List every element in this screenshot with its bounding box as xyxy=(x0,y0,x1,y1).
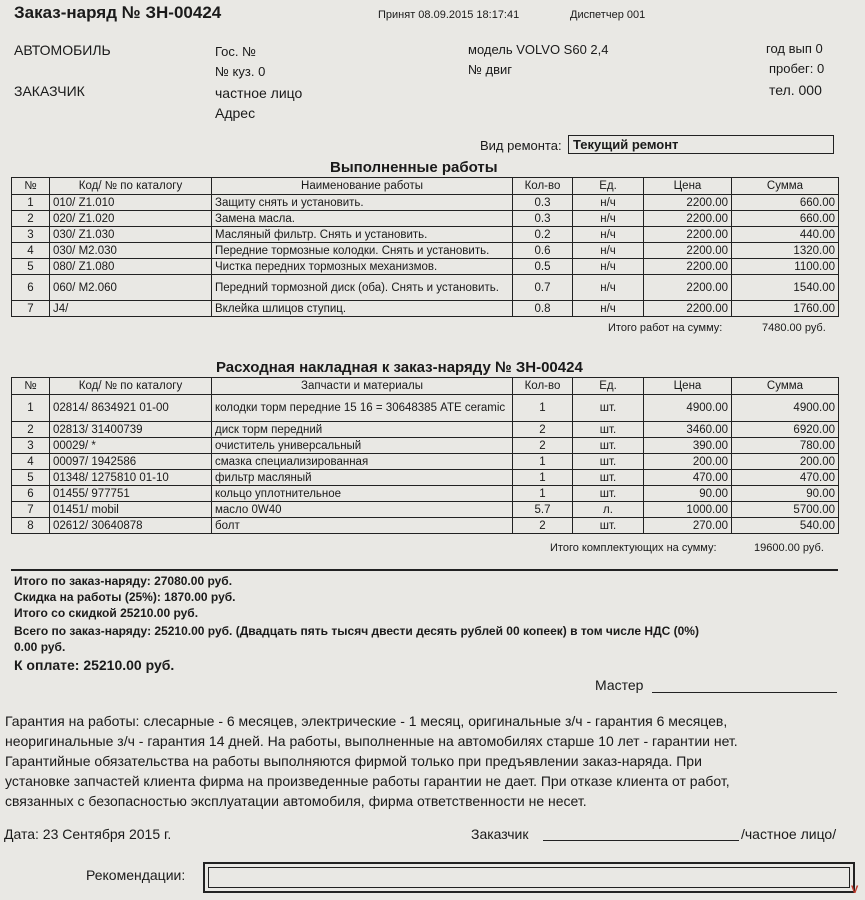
parts-cell-num: 6 xyxy=(12,486,50,502)
works-cell-qty: 0.8 xyxy=(513,301,573,317)
works-cell-code: 020/ Z1.020 xyxy=(50,211,212,227)
parts-cell-qty: 1 xyxy=(513,454,573,470)
works-cell-code: 060/ M2.060 xyxy=(50,275,212,301)
works-cell-sum: 1540.00 xyxy=(732,275,839,301)
works-cell-price: 2200.00 xyxy=(644,301,732,317)
parts-cell-num: 4 xyxy=(12,454,50,470)
parts-row xyxy=(12,470,839,486)
works-cell-code: 080/ Z1.080 xyxy=(50,259,212,275)
parts-cell-price: 3460.00 xyxy=(644,422,732,438)
parts-cell-name: диск торм передний xyxy=(212,422,513,438)
parts-cell-num: 5 xyxy=(12,470,50,486)
parts-cell-qty: 2 xyxy=(513,422,573,438)
parts-cell-sum: 6920.00 xyxy=(732,422,839,438)
parts-cell-name: масло 0W40 xyxy=(212,502,513,518)
parts-header-price: Цена xyxy=(644,378,732,395)
parts-row xyxy=(12,438,839,454)
summary-discount: Скидка на работы (25%): 1870.00 руб. xyxy=(14,590,236,604)
parts-header-num: № xyxy=(12,378,50,395)
parts-cell-num: 2 xyxy=(12,422,50,438)
works-cell-unit: н/ч xyxy=(573,243,644,259)
works-cell-code: 010/ Z1.010 xyxy=(50,195,212,211)
address-label: Адрес xyxy=(215,105,256,121)
parts-total-label: Итого комплектующих на сумму: xyxy=(550,542,717,554)
works-cell-sum: 660.00 xyxy=(732,195,839,211)
works-cell-qty: 0.3 xyxy=(513,195,573,211)
parts-cell-code: 01348/ 1275810 01-10 xyxy=(50,470,212,486)
parts-cell-qty: 5.7 xyxy=(513,502,573,518)
works-cell-price: 2200.00 xyxy=(644,259,732,275)
works-cell-num: 1 xyxy=(12,195,50,211)
parts-cell-name: колодки торм передние 15 16 = 30648385 ATE ceramic xyxy=(212,395,513,422)
works-table xyxy=(11,177,839,317)
to-pay: К оплате: 25210.00 руб. xyxy=(14,657,175,673)
parts-row xyxy=(12,395,839,422)
works-cell-name: Защиту снять и установить. xyxy=(212,195,513,211)
works-cell-qty: 0.7 xyxy=(513,275,573,301)
works-header-unit: Ед. xyxy=(573,178,644,195)
parts-cell-unit: шт. xyxy=(573,470,644,486)
works-cell-name: Передние тормозные колодки. Снять и установить. xyxy=(212,243,513,259)
parts-cell-num: 3 xyxy=(12,438,50,454)
works-cell-qty: 0.2 xyxy=(513,227,573,243)
works-cell-sum: 660.00 xyxy=(732,211,839,227)
parts-row xyxy=(12,486,839,502)
works-cell-price: 2200.00 xyxy=(644,195,732,211)
document-date: Дата: 23 Сентября 2015 г. xyxy=(4,826,172,842)
parts-total-value: 19600.00 руб. xyxy=(754,542,824,554)
parts-table xyxy=(11,377,839,534)
works-cell-qty: 0.5 xyxy=(513,259,573,275)
parts-cell-name: смазка специализированная xyxy=(212,454,513,470)
parts-cell-sum: 470.00 xyxy=(732,470,839,486)
parts-cell-price: 200.00 xyxy=(644,454,732,470)
parts-title: Расходная накладная к заказ-наряду № ЗН-00424 xyxy=(216,359,583,376)
parts-cell-unit: шт. xyxy=(573,454,644,470)
parts-cell-unit: шт. xyxy=(573,486,644,502)
works-cell-price: 2200.00 xyxy=(644,243,732,259)
works-cell-qty: 0.3 xyxy=(513,211,573,227)
parts-cell-num: 7 xyxy=(12,502,50,518)
year-of-manufacture: год вып 0 xyxy=(766,41,823,56)
works-cell-code: J4/ xyxy=(50,301,212,317)
car-model: модель VOLVO S60 2,4 xyxy=(468,42,609,57)
works-cell-code: 030/ Z1.030 xyxy=(50,227,212,243)
parts-cell-unit: шт. xyxy=(573,395,644,422)
works-cell-sum: 1320.00 xyxy=(732,243,839,259)
works-row xyxy=(12,243,839,259)
parts-cell-price: 1000.00 xyxy=(644,502,732,518)
mileage: пробег: 0 xyxy=(769,61,825,76)
customer-signature-line xyxy=(543,840,739,841)
summary-after-discount: Итого со скидкой 25210.00 руб. xyxy=(14,606,199,620)
footer-customer-suffix: /частное лицо/ xyxy=(741,826,837,842)
parts-cell-price: 390.00 xyxy=(644,438,732,454)
works-cell-num: 6 xyxy=(12,275,50,301)
works-total-value: 7480.00 руб. xyxy=(762,322,826,334)
parts-cell-code: 00097/ 1942586 xyxy=(50,454,212,470)
parts-row xyxy=(12,518,839,534)
works-cell-name: Вклейка шлицов ступиц. xyxy=(212,301,513,317)
recommendations-inner-box xyxy=(208,867,850,888)
works-row xyxy=(12,259,839,275)
parts-row xyxy=(12,454,839,470)
warranty-line: связанных с безопасностью эксплуатации автомобиля, фирма ответственности не несет. xyxy=(5,793,587,809)
works-header-qty: Кол-во xyxy=(513,178,573,195)
repair-type-value: Текущий ремонт xyxy=(573,137,679,152)
parts-cell-code: 00029/ * xyxy=(50,438,212,454)
works-cell-sum: 1760.00 xyxy=(732,301,839,317)
parts-cell-qty: 2 xyxy=(513,438,573,454)
works-cell-unit: н/ч xyxy=(573,211,644,227)
parts-cell-name: кольцо уплотнительное xyxy=(212,486,513,502)
parts-cell-code: 01455/ 977751 xyxy=(50,486,212,502)
parts-cell-price: 270.00 xyxy=(644,518,732,534)
customer-label: ЗАКАЗЧИК xyxy=(14,83,85,99)
parts-cell-qty: 1 xyxy=(513,395,573,422)
parts-cell-qty: 1 xyxy=(513,486,573,502)
footer-customer-label: Заказчик xyxy=(471,826,529,842)
warranty-line: Гарантийные обязательства на работы выполняются фирмой только при предъявлении заказ-наряда. При xyxy=(5,753,702,769)
parts-cell-sum: 4900.00 xyxy=(732,395,839,422)
works-cell-sum: 1100.00 xyxy=(732,259,839,275)
warranty-line: неоригинальные з/ч - гарантия 14 дней. На работы, выполненные на автомобилях старше 10 лет - гарантии нет. xyxy=(5,733,738,749)
parts-cell-unit: л. xyxy=(573,502,644,518)
works-total-label: Итого работ на сумму: xyxy=(608,322,723,334)
parts-header-name: Запчасти и материалы xyxy=(212,378,513,395)
parts-cell-price: 4900.00 xyxy=(644,395,732,422)
summary-divider xyxy=(11,569,838,571)
works-row xyxy=(12,275,839,301)
watermark-logo: V xyxy=(851,884,859,896)
parts-cell-unit: шт. xyxy=(573,518,644,534)
phone: тел. 000 xyxy=(769,82,822,98)
parts-cell-qty: 1 xyxy=(513,470,573,486)
parts-cell-code: 02814/ 8634921 01-00 xyxy=(50,395,212,422)
parts-cell-unit: шт. xyxy=(573,422,644,438)
works-cell-name: Замена масла. xyxy=(212,211,513,227)
works-header-num: № xyxy=(12,178,50,195)
works-cell-unit: н/ч xyxy=(573,275,644,301)
works-cell-sum: 440.00 xyxy=(732,227,839,243)
works-cell-name: Передний тормозной диск (оба). Снять и установить. xyxy=(212,275,513,301)
parts-cell-name: болт xyxy=(212,518,513,534)
repair-type-box xyxy=(568,135,834,154)
gos-number-label: Гос. № xyxy=(215,44,257,59)
works-row xyxy=(12,211,839,227)
parts-cell-num: 1 xyxy=(12,395,50,422)
works-row xyxy=(12,227,839,243)
parts-row xyxy=(12,502,839,518)
summary-order-total: Итого по заказ-наряду: 27080.00 руб. xyxy=(14,574,233,588)
works-cell-price: 2200.00 xyxy=(644,211,732,227)
parts-cell-sum: 540.00 xyxy=(732,518,839,534)
parts-cell-code: 02813/ 31400739 xyxy=(50,422,212,438)
works-cell-num: 3 xyxy=(12,227,50,243)
works-header-row xyxy=(12,178,839,195)
summary-vat: 0.00 руб. xyxy=(14,640,66,654)
works-title: Выполненные работы xyxy=(330,159,498,176)
parts-cell-code: 01451/ mobil xyxy=(50,502,212,518)
parts-cell-name: очиститель универсальный xyxy=(212,438,513,454)
parts-header-row xyxy=(12,378,839,395)
parts-cell-code: 02612/ 30640878 xyxy=(50,518,212,534)
parts-cell-name: фильтр масляный xyxy=(212,470,513,486)
recommendations-label: Рекомендации: xyxy=(86,867,186,883)
works-cell-unit: н/ч xyxy=(573,301,644,317)
parts-cell-price: 470.00 xyxy=(644,470,732,486)
works-cell-qty: 0.6 xyxy=(513,243,573,259)
body-number: № куз. 0 xyxy=(215,64,266,79)
parts-cell-sum: 780.00 xyxy=(732,438,839,454)
parts-header-sum: Сумма xyxy=(732,378,839,395)
repair-type-label: Вид ремонта: xyxy=(480,138,562,153)
summary-grand-total: Всего по заказ-наряду: 25210.00 руб. (Двадцать пять тысяч двести десять рублей 00 копеек) в том числе НДС (0%) xyxy=(14,624,699,638)
parts-header-unit: Ед. xyxy=(573,378,644,395)
parts-cell-sum: 5700.00 xyxy=(732,502,839,518)
engine-number: № двиг xyxy=(468,62,513,77)
parts-cell-sum: 90.00 xyxy=(732,486,839,502)
works-cell-num: 5 xyxy=(12,259,50,275)
works-header-code: Код/ № по каталогу xyxy=(50,178,212,195)
works-header-name: Наименование работы xyxy=(212,178,513,195)
works-cell-name: Масляный фильтр. Снять и установить. xyxy=(212,227,513,243)
parts-cell-sum: 200.00 xyxy=(732,454,839,470)
works-cell-num: 2 xyxy=(12,211,50,227)
customer-name: частное лицо xyxy=(215,85,303,101)
works-cell-price: 2200.00 xyxy=(644,275,732,301)
parts-cell-num: 8 xyxy=(12,518,50,534)
car-label: АВТОМОБИЛЬ xyxy=(14,42,111,58)
works-cell-price: 2200.00 xyxy=(644,227,732,243)
parts-header-qty: Кол-во xyxy=(513,378,573,395)
parts-cell-price: 90.00 xyxy=(644,486,732,502)
works-cell-unit: н/ч xyxy=(573,259,644,275)
works-header-price: Цена xyxy=(644,178,732,195)
accepted-datetime: Принят 08.09.2015 18:17:41 xyxy=(378,9,520,21)
works-row xyxy=(12,195,839,211)
works-cell-num: 4 xyxy=(12,243,50,259)
works-cell-num: 7 xyxy=(12,301,50,317)
master-label: Мастер xyxy=(595,677,644,693)
warranty-line: установке запчастей клиента фирма на произведенные работы гарантии не дает. При отказе клиента от работ, xyxy=(5,773,730,789)
works-row xyxy=(12,301,839,317)
parts-cell-unit: шт. xyxy=(573,438,644,454)
parts-cell-qty: 2 xyxy=(513,518,573,534)
document-title: Заказ-наряд № ЗН-00424 xyxy=(14,3,222,22)
parts-row xyxy=(12,422,839,438)
works-cell-name: Чистка передних тормозных механизмов. xyxy=(212,259,513,275)
parts-header-code: Код/ № по каталогу xyxy=(50,378,212,395)
works-cell-unit: н/ч xyxy=(573,227,644,243)
recommendations-box xyxy=(203,862,855,893)
warranty-line: Гарантия на работы: слесарные - 6 месяцев, электрические - 1 месяц, оригинальные з/ч - гарантия 6 месяцев, xyxy=(5,713,728,729)
dispatcher: Диспетчер 001 xyxy=(570,9,646,21)
works-header-sum: Сумма xyxy=(732,178,839,195)
works-cell-code: 030/ M2.030 xyxy=(50,243,212,259)
master-signature-line xyxy=(652,692,837,693)
works-cell-unit: н/ч xyxy=(573,195,644,211)
